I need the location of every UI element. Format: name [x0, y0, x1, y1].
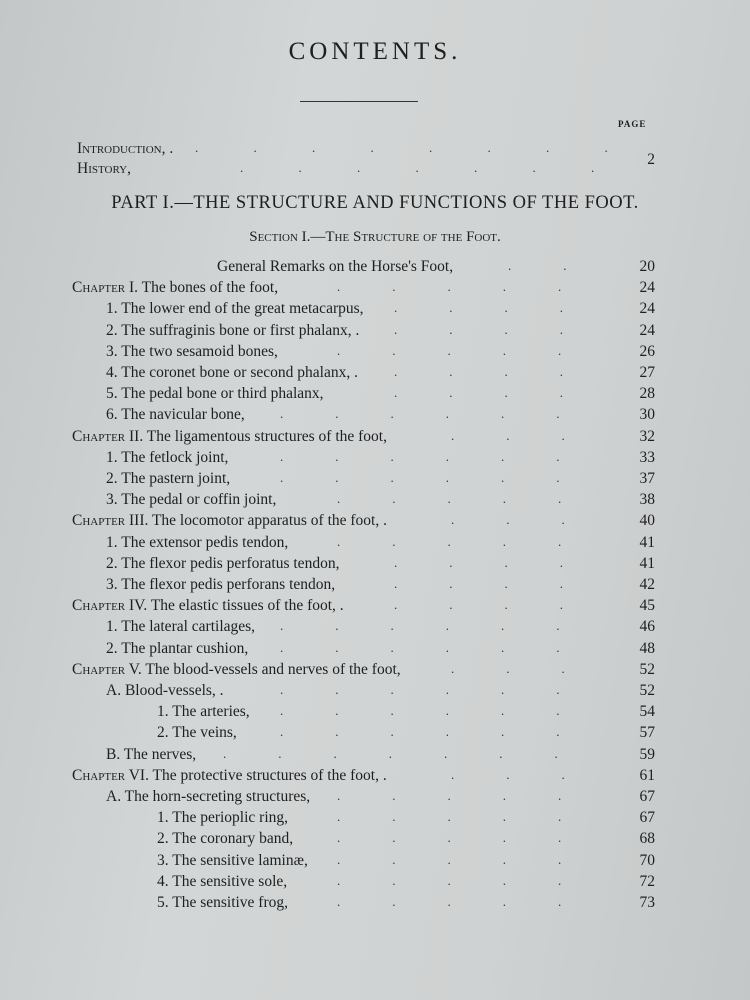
page-number: 61 — [639, 766, 655, 784]
toc-entry: 3. The pedal or coffin joint, — [106, 491, 277, 509]
toc-row — [0, 449, 750, 471]
page-number: 27 — [639, 364, 655, 381]
toc-row — [0, 555, 750, 577]
dot-leader: ..... — [337, 830, 614, 846]
dot-leader: ..... — [337, 851, 614, 867]
page-number: 68 — [639, 830, 655, 848]
page-number: 33 — [639, 448, 655, 466]
toc-row — [0, 343, 750, 365]
dot-leader: ..... — [337, 279, 614, 295]
toc-entry: B. The nerves, — [106, 745, 197, 763]
dot-leader: ..... — [337, 894, 614, 909]
toc-row — [0, 140, 750, 162]
dot-leader: ... — [451, 427, 617, 443]
part-title: PART I.—THE STRUCTURE AND FUNCTIONS OF THE FOOT. — [111, 193, 639, 213]
toc-entry: General Remarks on the Horse's Foot, — [217, 258, 454, 275]
dot-leader: ...... — [280, 682, 612, 697]
toc-entry: 3. The flexor pedis perforans tendon, — [106, 576, 336, 593]
dot-leader: ..... — [337, 491, 614, 507]
dot-leader: ...... — [280, 406, 612, 422]
toc-row — [0, 512, 750, 534]
toc-row — [0, 322, 750, 344]
page-number: 72 — [639, 872, 655, 890]
page-number: 48 — [639, 639, 655, 657]
toc-entry: 1. The extensor pedis tendon, — [106, 533, 289, 551]
toc-entry: 1. The arteries, — [157, 703, 250, 721]
toc-entry-introduction: Introduction, . — [77, 140, 174, 157]
chapter-heading: Chapter IV. The elastic tissues of the foot, . — [72, 597, 344, 615]
toc-row — [0, 894, 750, 916]
toc-entry: 2. The pastern joint, — [106, 470, 231, 487]
page-number: 70 — [639, 851, 655, 869]
dot-leader: ..... — [337, 788, 614, 803]
page-column-header: PAGE — [618, 119, 647, 129]
toc-entry: 1. The fetlock joint, — [106, 448, 229, 466]
page-number: 41 — [639, 554, 655, 572]
dot-leader: ..... — [337, 342, 614, 358]
chapter-heading: Chapter II. The ligamentous structures of the foot, — [72, 427, 387, 445]
toc-entry: 4. The sensitive sole, — [157, 872, 288, 890]
page-number: 67 — [639, 788, 655, 805]
dot-leader: .... — [394, 554, 615, 570]
page-number: 59 — [639, 745, 655, 763]
dot-leader: .... — [394, 576, 615, 591]
toc-row — [0, 682, 750, 704]
page-number: 24 — [639, 279, 655, 297]
toc-row — [0, 597, 750, 619]
toc-entry: 1. The perioplic ring, — [157, 809, 289, 827]
dot-leader: ...... — [280, 618, 612, 634]
page-number: 42 — [639, 576, 655, 593]
dot-leader: . . . . . . . — [240, 160, 621, 175]
toc-row — [0, 406, 750, 428]
dot-leader: ...... — [280, 724, 612, 740]
page-number: 46 — [639, 618, 655, 636]
toc-entry: 2. The suffraginis bone or first phalanx, . — [106, 321, 360, 339]
page-number: 73 — [639, 894, 655, 911]
toc-entry: 2. The coronary band, — [157, 830, 294, 848]
dot-leader: ..... — [337, 872, 614, 888]
dot-leader: ... — [451, 766, 617, 782]
toc-entry: 4. The coronet bone or second phalanx, . — [106, 364, 358, 381]
toc-row — [0, 300, 750, 322]
page-number: 32 — [639, 427, 655, 445]
toc-entry: 6. The navicular bone, — [106, 406, 245, 424]
toc-row — [0, 746, 750, 768]
toc-row — [0, 428, 750, 450]
title-rule — [300, 101, 418, 102]
page-number: 2 — [647, 151, 655, 168]
toc-row — [0, 534, 750, 556]
chapter-heading: Chapter V. The blood-vessels and nerves of the foot, — [72, 660, 401, 678]
toc-entry: 2. The veins, — [157, 724, 237, 742]
toc-entry: 2. The flexor pedis perforatus tendon, — [106, 554, 340, 572]
page-number: 52 — [639, 682, 655, 699]
dot-leader: ...... — [280, 703, 612, 719]
page-number: 54 — [639, 703, 655, 721]
page-number: 45 — [639, 597, 655, 615]
toc-row — [0, 809, 750, 831]
toc-entry: 1. The lateral cartilages, — [106, 618, 256, 636]
toc-row — [0, 767, 750, 789]
toc-row — [0, 470, 750, 492]
dot-leader: .... — [394, 364, 615, 379]
toc-entry: A. Blood-vessels, . — [106, 682, 224, 699]
toc-entry: A. The horn-secreting structures, — [106, 788, 311, 805]
dot-leader: .... — [394, 385, 615, 401]
chapter-heading: Chapter VI. The protective structures of the foot, . — [72, 766, 387, 784]
page-number: 30 — [639, 406, 655, 424]
toc-entry: 3. The sensitive laminæ, — [157, 851, 308, 869]
dot-leader: .... — [394, 597, 615, 613]
toc-row — [0, 830, 750, 852]
chapter-heading: Chapter III. The locomotor apparatus of the foot, . — [72, 512, 387, 530]
toc-row — [0, 491, 750, 513]
page-number: 40 — [639, 512, 655, 530]
dot-leader: .. — [508, 258, 619, 273]
toc-row — [0, 724, 750, 746]
toc-row — [0, 364, 750, 386]
toc-row — [0, 385, 750, 407]
toc-row — [0, 151, 750, 182]
dot-leader: .... — [394, 321, 615, 337]
toc-entry: 1. The lower end of the great metacarpus, — [106, 300, 364, 318]
page-number: 57 — [639, 724, 655, 742]
toc-row — [0, 640, 750, 662]
dot-leader: ... — [451, 512, 617, 528]
dot-leader: ..... — [337, 533, 614, 549]
dot-leader: . . . . . . . . — [195, 140, 634, 155]
toc-row — [0, 873, 750, 895]
page-number: 26 — [639, 342, 655, 360]
toc-row — [0, 661, 750, 683]
page-number: 37 — [639, 470, 655, 487]
chapter-heading: Chapter I. The bones of the foot, — [72, 279, 279, 297]
page-number: 24 — [639, 321, 655, 339]
dot-leader: ...... — [280, 470, 612, 485]
page-number: 52 — [639, 660, 655, 678]
dot-leader: .... — [394, 300, 615, 316]
page-number: 38 — [639, 491, 655, 509]
dot-leader: ....... — [223, 745, 610, 761]
section-title: Section I.—The Structure of the Foot. — [249, 229, 501, 245]
toc-entry: 2. The plantar cushion, — [106, 639, 249, 657]
page-number: 28 — [639, 385, 655, 403]
dot-leader: ...... — [280, 448, 612, 464]
toc-row — [0, 576, 750, 598]
toc-row — [0, 279, 750, 301]
dot-leader: ...... — [280, 639, 612, 655]
page-number: 20 — [639, 258, 655, 275]
dot-leader: ... — [451, 660, 617, 676]
toc-row — [0, 703, 750, 725]
toc-entry: 5. The pedal bone or third phalanx, — [106, 385, 324, 403]
toc-row — [0, 258, 750, 280]
contents-title: CONTENTS. — [288, 38, 462, 65]
page-number: 41 — [639, 533, 655, 551]
page-number: 67 — [639, 809, 655, 827]
toc-entry: 5. The sensitive frog, — [157, 894, 289, 911]
toc-entry: 3. The two sesamoid bones, — [106, 342, 278, 360]
toc-entry-history: History, — [77, 160, 131, 177]
toc-row — [0, 852, 750, 874]
page-number: 24 — [639, 300, 655, 318]
dot-leader: ..... — [337, 809, 614, 825]
toc-row — [0, 618, 750, 640]
toc-row — [0, 788, 750, 810]
